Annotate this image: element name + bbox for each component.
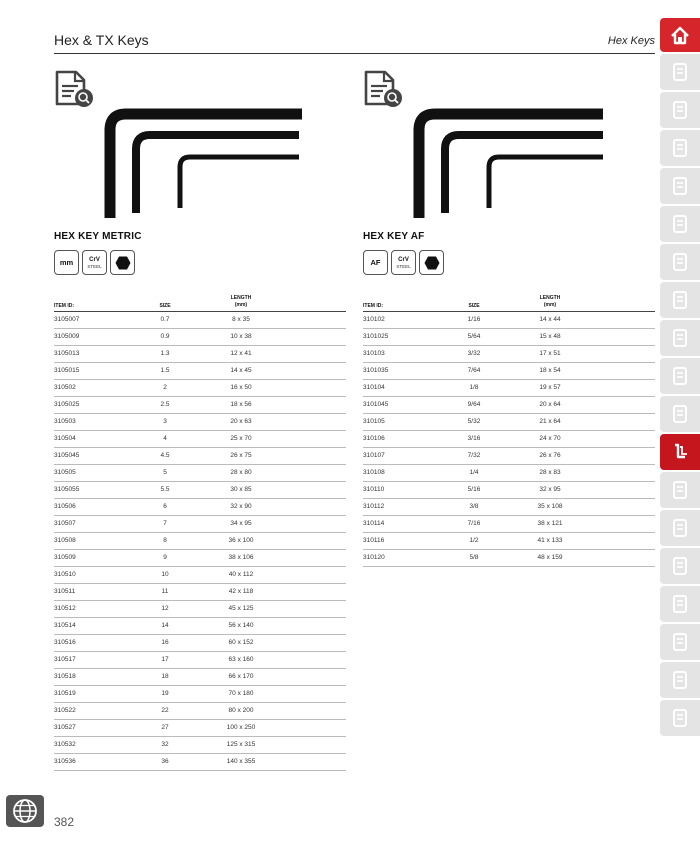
table-row — [54, 702, 346, 719]
vise-icon — [669, 707, 691, 729]
column-header-length-unit: (mm) — [543, 301, 557, 308]
item-id-cell: 3105015 — [54, 362, 150, 379]
length-cell: 14 x 44 — [489, 311, 655, 328]
table-row — [363, 311, 655, 328]
table-row — [54, 311, 346, 328]
table-row — [54, 685, 346, 702]
size-cell: 14 — [150, 617, 180, 634]
size-cell: 5/8 — [459, 549, 489, 566]
material-badge — [82, 250, 107, 275]
table-row — [54, 617, 346, 634]
length-cell: 48 x 159 — [489, 549, 655, 566]
tool-cabinet-icon — [669, 99, 691, 121]
nav-tab-gear-tool[interactable] — [660, 662, 700, 698]
table-row — [54, 753, 346, 770]
table-row — [54, 719, 346, 736]
item-id-cell: 310116 — [363, 532, 459, 549]
item-id-cell: 3105013 — [54, 345, 150, 362]
item-id-cell: 310108 — [363, 464, 459, 481]
table-row — [363, 515, 655, 532]
material-badge-top: CrV — [89, 256, 100, 263]
nav-tab-socket[interactable] — [660, 168, 700, 204]
length-cell: 26 x 76 — [489, 447, 655, 464]
warning-icon — [669, 517, 691, 539]
column-header-size: SIZE — [459, 292, 489, 311]
item-id-cell: 310503 — [54, 413, 150, 430]
table-row — [54, 464, 346, 481]
nav-tab-tool-set[interactable] — [660, 130, 700, 166]
item-id-cell: 310506 — [54, 498, 150, 515]
size-cell: 10 — [150, 566, 180, 583]
size-cell: 19 — [150, 685, 180, 702]
length-cell: 36 x 100 — [180, 532, 346, 549]
item-id-cell: 310514 — [54, 617, 150, 634]
size-cell: 2.5 — [150, 396, 180, 413]
nav-tab-toolbox[interactable] — [660, 54, 700, 90]
table-row — [54, 600, 346, 617]
item-id-cell: 310519 — [54, 685, 150, 702]
page-number: 382 — [54, 815, 75, 829]
table-row — [363, 532, 655, 549]
gear-tool-icon — [669, 669, 691, 691]
size-cell: 3 — [150, 413, 180, 430]
nav-tab-measuring[interactable] — [660, 586, 700, 622]
size-cell: 11 — [150, 583, 180, 600]
table-row — [363, 447, 655, 464]
item-id-cell: 310522 — [54, 702, 150, 719]
table-row — [363, 430, 655, 447]
table-header-row — [363, 292, 655, 311]
length-cell: 20 x 63 — [180, 413, 346, 430]
item-id-cell: 310105 — [363, 413, 459, 430]
document-search-icon[interactable] — [363, 70, 405, 110]
size-cell: 6 — [150, 498, 180, 515]
item-id-cell: 310509 — [54, 549, 150, 566]
size-cell: 17 — [150, 651, 180, 668]
size-cell: 18 — [150, 668, 180, 685]
length-cell: 38 x 121 — [489, 515, 655, 532]
product-title: HEX KEY AF — [363, 231, 425, 242]
item-id-cell: 310110 — [363, 481, 459, 498]
length-cell: 25 x 70 — [180, 430, 346, 447]
length-cell: 40 x 112 — [180, 566, 346, 583]
item-id-cell: 3105009 — [54, 328, 150, 345]
table-row — [363, 498, 655, 515]
nav-tab-warning[interactable] — [660, 510, 700, 546]
size-cell: 5/32 — [459, 413, 489, 430]
table-row — [54, 430, 346, 447]
size-cell: 3/32 — [459, 345, 489, 362]
pliers-icon — [669, 365, 691, 387]
length-cell: 42 x 118 — [180, 583, 346, 600]
af-table-body — [363, 311, 655, 566]
length-cell: 14 x 45 — [180, 362, 346, 379]
length-cell: 21 x 64 — [489, 413, 655, 430]
material-badge-top: CrV — [398, 256, 409, 263]
globe-button[interactable] — [6, 795, 44, 827]
table-row — [363, 345, 655, 362]
size-cell: 0.7 — [150, 311, 180, 328]
size-cell: 2 — [150, 379, 180, 396]
table-row — [363, 328, 655, 345]
item-id-cell: 310508 — [54, 532, 150, 549]
size-cell: 1/2 — [459, 532, 489, 549]
table-row — [363, 413, 655, 430]
item-id-cell: 310104 — [363, 379, 459, 396]
unit-badge — [54, 250, 79, 275]
item-id-cell: 310102 — [363, 311, 459, 328]
hex-keys-image — [407, 100, 617, 240]
size-cell: 7/64 — [459, 362, 489, 379]
length-cell: 45 x 125 — [180, 600, 346, 617]
hex-key-icon — [669, 441, 691, 463]
page-title: Hex & TX Keys — [54, 32, 149, 48]
hexagon-badge — [110, 250, 135, 275]
item-id-cell: 3101035 — [363, 362, 459, 379]
length-cell: 140 x 355 — [180, 753, 346, 770]
length-cell: 26 x 75 — [180, 447, 346, 464]
item-id-cell: 310106 — [363, 430, 459, 447]
hex-keys-image — [98, 100, 308, 240]
hexagon-badge — [419, 250, 444, 275]
metric-spec-table — [54, 292, 346, 771]
size-cell: 1.5 — [150, 362, 180, 379]
column-header-size: SIZE — [150, 292, 180, 311]
length-cell: 28 x 83 — [489, 464, 655, 481]
screwdriver-icon — [669, 327, 691, 349]
size-cell: 1/8 — [459, 379, 489, 396]
home-icon — [669, 24, 691, 46]
length-cell: 100 x 250 — [180, 719, 346, 736]
size-cell: 5 — [150, 464, 180, 481]
nav-tab-vise[interactable] — [660, 700, 700, 736]
size-cell: 9 — [150, 549, 180, 566]
length-cell: 30 x 85 — [180, 481, 346, 498]
table-row — [363, 464, 655, 481]
nav-tab-wrench[interactable] — [660, 244, 700, 280]
length-cell: 70 x 180 — [180, 685, 346, 702]
length-cell: 32 x 95 — [489, 481, 655, 498]
hexagon-icon — [424, 256, 440, 270]
unit-badge-text: AF — [370, 258, 381, 267]
table-row — [54, 362, 346, 379]
column-header-length — [489, 292, 655, 311]
nav-tab-gear[interactable] — [660, 624, 700, 660]
size-cell: 0.9 — [150, 328, 180, 345]
size-cell: 1/4 — [459, 464, 489, 481]
item-id-cell: 3105025 — [54, 396, 150, 413]
item-id-cell: 310511 — [54, 583, 150, 600]
nav-tab-screwdriver[interactable] — [660, 320, 700, 356]
size-cell: 1.3 — [150, 345, 180, 362]
length-cell: 15 x 48 — [489, 328, 655, 345]
nav-tab-ratchet[interactable] — [660, 282, 700, 318]
size-cell: 5.5 — [150, 481, 180, 498]
size-cell: 5/64 — [459, 328, 489, 345]
item-id-cell: 310114 — [363, 515, 459, 532]
table-row — [54, 668, 346, 685]
material-badge — [391, 250, 416, 275]
length-cell: 80 x 200 — [180, 702, 346, 719]
table-row — [363, 362, 655, 379]
nav-tab-hammer[interactable] — [660, 396, 700, 432]
item-id-cell: 310504 — [54, 430, 150, 447]
table-row — [54, 532, 346, 549]
size-cell: 5/16 — [459, 481, 489, 498]
item-id-cell: 310507 — [54, 515, 150, 532]
metric-table-body — [54, 311, 346, 770]
af-spec-table — [363, 292, 655, 567]
nav-tab-tool-cabinet[interactable] — [660, 92, 700, 128]
toolbox-icon — [669, 61, 691, 83]
table-row — [54, 549, 346, 566]
item-id-cell: 310112 — [363, 498, 459, 515]
length-cell: 125 x 315 — [180, 736, 346, 753]
nav-tab-hex-key[interactable] — [660, 434, 700, 470]
length-cell: 19 x 57 — [489, 379, 655, 396]
column-header-length-top: LENGTH — [230, 294, 252, 301]
item-id-cell: 310510 — [54, 566, 150, 583]
table-row — [54, 736, 346, 753]
socket-icon — [669, 175, 691, 197]
hammer-icon — [669, 403, 691, 425]
table-row — [54, 328, 346, 345]
size-cell: 32 — [150, 736, 180, 753]
length-cell: 18 x 54 — [489, 362, 655, 379]
item-id-cell: 310512 — [54, 600, 150, 617]
item-id-cell: 310505 — [54, 464, 150, 481]
size-cell: 3/8 — [459, 498, 489, 515]
size-cell: 3/16 — [459, 430, 489, 447]
size-cell: 7/16 — [459, 515, 489, 532]
column-header-item: ITEM ID: — [54, 292, 150, 311]
table-row — [54, 515, 346, 532]
size-cell: 22 — [150, 702, 180, 719]
nav-tab-cutter[interactable] — [660, 472, 700, 508]
storage-icon — [669, 213, 691, 235]
material-badge-bottom: STEEL — [396, 263, 411, 269]
item-id-cell: 310107 — [363, 447, 459, 464]
table-row — [363, 481, 655, 498]
length-cell: 10 x 38 — [180, 328, 346, 345]
table-row — [363, 379, 655, 396]
column-header-length-top: LENGTH — [539, 294, 561, 301]
table-row — [54, 413, 346, 430]
table-row — [54, 498, 346, 515]
length-cell: 63 x 160 — [180, 651, 346, 668]
item-id-cell: 3105045 — [54, 447, 150, 464]
column-header-item: ITEM ID: — [363, 292, 459, 311]
length-cell: 16 x 50 — [180, 379, 346, 396]
table-row — [54, 566, 346, 583]
length-cell: 20 x 64 — [489, 396, 655, 413]
gear-icon — [669, 631, 691, 653]
measuring-icon — [669, 593, 691, 615]
page-header — [54, 32, 655, 54]
table-row — [363, 549, 655, 566]
nav-tab-home[interactable] — [660, 18, 700, 52]
length-cell: 18 x 56 — [180, 396, 346, 413]
nav-tab-pliers[interactable] — [660, 358, 700, 394]
size-cell: 7/32 — [459, 447, 489, 464]
length-cell: 8 x 35 — [180, 311, 346, 328]
size-cell: 4 — [150, 430, 180, 447]
unit-badge — [363, 250, 388, 275]
size-cell: 27 — [150, 719, 180, 736]
spec-badges — [54, 250, 135, 275]
length-cell: 17 x 51 — [489, 345, 655, 362]
wrench-icon — [669, 251, 691, 273]
length-cell: 41 x 133 — [489, 532, 655, 549]
size-cell: 8 — [150, 532, 180, 549]
ratchet-icon — [669, 289, 691, 311]
table-row — [54, 396, 346, 413]
table-row — [54, 447, 346, 464]
spec-badges — [363, 250, 444, 275]
document-search-icon[interactable] — [54, 70, 96, 110]
length-cell: 32 x 90 — [180, 498, 346, 515]
item-id-cell: 310516 — [54, 634, 150, 651]
cutter-icon — [669, 479, 691, 501]
item-id-cell: 310103 — [363, 345, 459, 362]
length-cell: 60 x 152 — [180, 634, 346, 651]
table-row — [54, 379, 346, 396]
table-row — [54, 651, 346, 668]
nav-tab-chisel[interactable] — [660, 548, 700, 584]
length-cell: 38 x 106 — [180, 549, 346, 566]
item-id-cell: 3105007 — [54, 311, 150, 328]
length-cell: 12 x 41 — [180, 345, 346, 362]
size-cell: 16 — [150, 634, 180, 651]
item-id-cell: 3101025 — [363, 328, 459, 345]
category-side-nav — [660, 18, 700, 738]
unit-badge-text: mm — [59, 258, 74, 267]
size-cell: 12 — [150, 600, 180, 617]
length-cell: 66 x 170 — [180, 668, 346, 685]
nav-tab-storage[interactable] — [660, 206, 700, 242]
size-cell: 1/16 — [459, 311, 489, 328]
item-id-cell: 3101045 — [363, 396, 459, 413]
size-cell: 9/64 — [459, 396, 489, 413]
size-cell: 4.5 — [150, 447, 180, 464]
table-row — [54, 481, 346, 498]
length-cell: 35 x 108 — [489, 498, 655, 515]
product-title: HEX KEY METRIC — [54, 231, 142, 242]
column-header-length-unit: (mm) — [234, 301, 248, 308]
length-cell: 24 x 70 — [489, 430, 655, 447]
item-id-cell: 310532 — [54, 736, 150, 753]
table-row — [363, 396, 655, 413]
table-row — [54, 345, 346, 362]
item-id-cell: 310536 — [54, 753, 150, 770]
item-id-cell: 310120 — [363, 549, 459, 566]
globe-icon — [12, 798, 38, 824]
item-id-cell: 310527 — [54, 719, 150, 736]
chisel-icon — [669, 555, 691, 577]
item-id-cell: 310502 — [54, 379, 150, 396]
size-cell: 7 — [150, 515, 180, 532]
hexagon-icon — [115, 256, 131, 270]
tool-set-icon — [669, 137, 691, 159]
table-row — [54, 634, 346, 651]
item-id-cell: 3105055 — [54, 481, 150, 498]
material-badge-bottom: STEEL — [87, 263, 102, 269]
length-cell: 34 x 95 — [180, 515, 346, 532]
length-cell: 56 x 140 — [180, 617, 346, 634]
column-header-length — [180, 292, 346, 311]
size-cell: 36 — [150, 753, 180, 770]
table-row — [54, 583, 346, 600]
section-label: Hex Keys — [607, 35, 655, 47]
length-cell: 28 x 80 — [180, 464, 346, 481]
table-header-row — [54, 292, 346, 311]
item-id-cell: 310518 — [54, 668, 150, 685]
item-id-cell: 310517 — [54, 651, 150, 668]
